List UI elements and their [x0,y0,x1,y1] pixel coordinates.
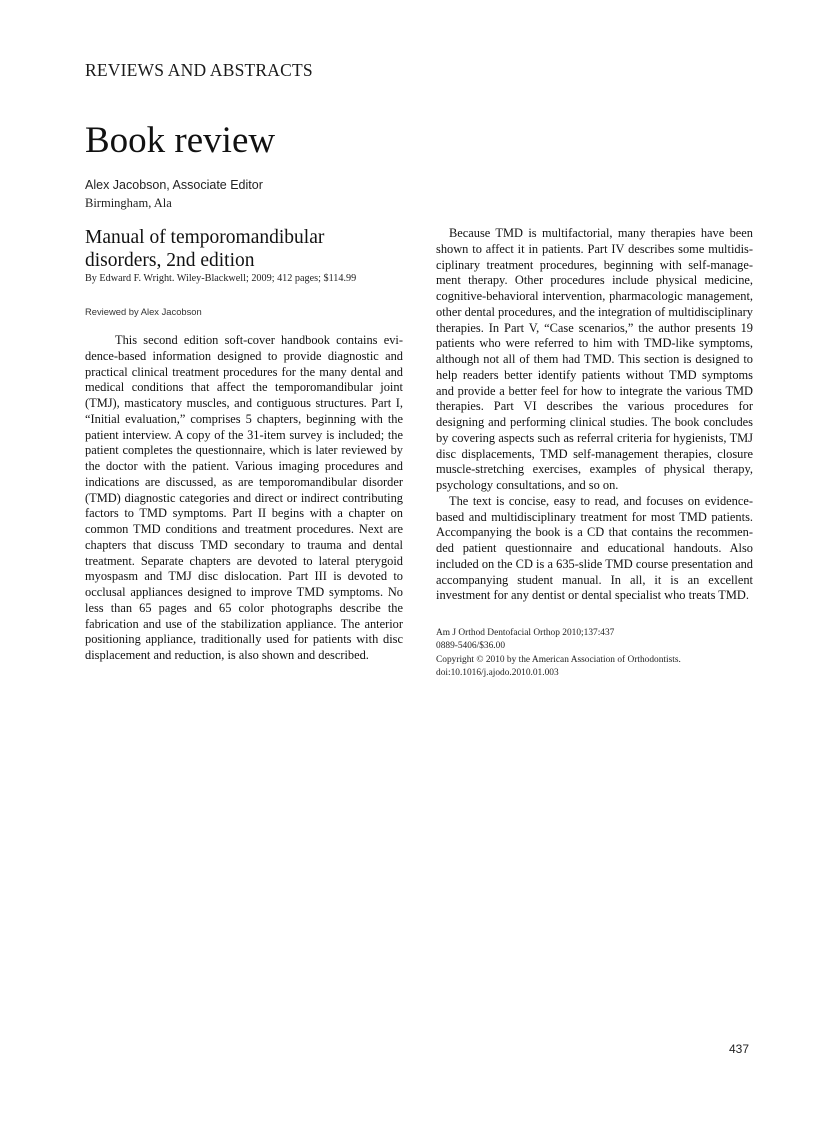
body-paragraph: The text is concise, easy to read, and focuses on evidence-based and multidisciplinary treatment for most TMD patients. Accompanying the book is a CD that contains the recommended patient questionnaire and educational handouts. Also included on the CD is a 635-slide TMD course presentation and accompanying student manual. In all, it is an excellent investment for any dentist or dental specialist who treats TMD. [436,493,753,603]
reviewer-credit: Reviewed by Alex Jacobson [85,306,202,317]
page-number: 437 [729,1042,750,1056]
body-paragraph: This second edition soft-cover handbook contains evidence-based information designed to provide diagnostic and practical clinical treatment procedures for the many dental and medical conditions that affect the temporomandibular joint (TMJ), masticatory muscles, and contiguous structures. Part I, “Initial evaluation,” comprises 5 chapters, beginning with the patient interview. A copy of the 31-item survey is included; the patient completes the questionnaire, which is later reviewed by the doctor with the patient. Various imaging procedures and indications are discussed, as are temporomandibular disorder (TMD) diagnostic categories and direct or indirect contributing factors to TMD symptoms. Part II begins with a chapter on common TMD conditions and treatment procedures. Next are chapters that discuss TMD secondary to trauma and dental treatment. Separate chapters are devoted to lateral pterygoid myospasm and TMJ disc dislocation. Part III is devoted to occlusal appliances designed to improve TMD symptoms. No less than 65 pages and 65 color photographs describe the fabrication and use of the stabilization appliance. The anterior positioning appliance, traditionally used for patients with disc displacement and reduction, is also shown and described. [85,333,403,662]
editor-location: Birmingham, Ala [85,196,172,210]
citation-copyright: Copyright © 2010 by the American Association of Orthodontists. [436,654,681,665]
book-title-line-1: Manual of temporomandibular [85,227,325,248]
page-title: Book review [85,120,276,161]
citation-doi: doi:10.1016/j.ajodo.2010.01.003 [436,668,559,679]
citation-journal: Am J Orthod Dentofacial Orthop 2010;137:437 [436,628,615,638]
left-column [85,333,403,664]
section-header: REVIEWS AND ABSTRACTS [85,60,313,80]
body-paragraph: Because TMD is multifactorial, many therapies have been shown to affect it in patients. Part IV describes some multidisciplinary treatment procedures, beginning with self-management therapy. Other procedures include physical medicine, cognitive-behavioral intervention, pharmacologic management, other dental procedures, and the integration of multidisciplinary therapies. In Part V, “Case scenarios,” the author presents 19 patients who were referred to him with TMD-like symptoms, although not all of them had TMD. This section is designed to help readers better identify patients without TMD symptoms and provide a better feel for how to integrate the various TMD therapies. Part VI describes the various procedures for designing and performing clinical studies. The book concludes by covering aspects such as referral criteria for hygienists, TMJ disc displacements, TMD self-management therapies, closure muscle-stretching exercises, examples of physical therapy, psychology consultations, and so on. [436,226,753,492]
book-title-line-2: disorders, 2nd edition [85,250,255,271]
right-column [436,226,753,604]
citation-block [436,627,766,681]
book-title [85,226,405,272]
citation-issn: 0889-5406/$36.00 [436,641,506,652]
book-meta: By Edward F. Wright. Wiley-Blackwell; 2009; 412 pages; $114.99 [85,273,357,284]
editor-name: Alex Jacobson, Associate Editor [85,178,263,192]
